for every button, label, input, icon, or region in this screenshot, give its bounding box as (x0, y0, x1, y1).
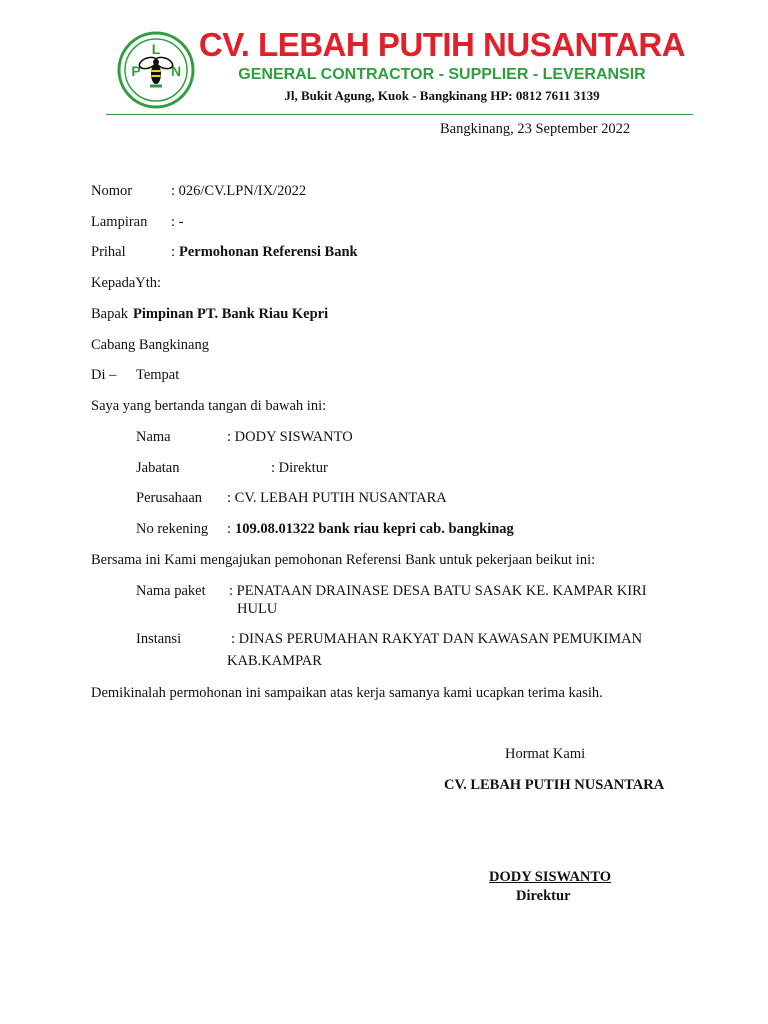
company-name: CV. LEBAH PUTIH NUSANTARA (198, 26, 686, 63)
svg-text:N: N (170, 63, 182, 79)
di-label: Di – (91, 367, 117, 383)
jabatan-label: Jabatan (136, 460, 180, 476)
request-line: Bersama ini Kami mengajukan pemohonan Referensi Bank untuk pekerjaan beikut ini: (91, 552, 596, 568)
instansi-value-line2: KAB.KAMPAR (227, 653, 322, 669)
bapak-prefix: Bapak (91, 306, 129, 322)
intro-line: Saya yang bertanda tangan di bawah ini: (91, 398, 327, 414)
perusahaan-value: : CV. LEBAH PUTIH NUSANTARA (227, 490, 447, 506)
prihal-label: Prihal (91, 244, 126, 260)
rekening-value: 109.08.01322 bank riau kepri cab. bangkinag (235, 521, 514, 537)
cabang-line: Cabang Bangkinang (91, 337, 209, 353)
nomor-value: : 026/CV.LPN/IX/2022 (171, 183, 307, 199)
rekening-colon: : (227, 521, 232, 537)
di-value: Tempat (136, 367, 180, 383)
kepada-line: KepadaYth: (91, 275, 162, 291)
nomor-label: Nomor (91, 183, 133, 199)
nama-label: Nama (136, 429, 171, 445)
recipient-name: Pimpinan PT. Bank Riau Kepri (133, 306, 329, 322)
paket-value-line1: : PENATAAN DRAINASE DESA BATU SASAK KE. KAMPAR KIRI (229, 583, 647, 599)
instansi-label: Instansi (136, 631, 182, 647)
paket-label: Nama paket (136, 583, 206, 599)
jabatan-value: : Direktur (271, 460, 328, 476)
svg-text:P: P (131, 63, 141, 79)
instansi-value-line1: : DINAS PERUMAHAN RAKYAT DAN KAWASAN PEMUKIMAN (231, 631, 643, 647)
lampiran-value: : - (171, 214, 184, 230)
signature-company: CV. LEBAH PUTIH NUSANTARA (444, 777, 665, 793)
prihal-colon: : (171, 244, 176, 260)
company-tagline: GENERAL CONTRACTOR - SUPPLIER - LEVERANSIR (238, 66, 646, 83)
company-address: Jl, Bukit Agung, Kuok - Bangkinang HP: 0812 7611 3139 (284, 88, 600, 103)
perusahaan-label: Perusahaan (136, 490, 203, 506)
prihal-value: Permohonan Referensi Bank (179, 244, 358, 260)
hormat-line: Hormat Kami (505, 746, 586, 762)
lampiran-label: Lampiran (91, 214, 148, 230)
nama-value: : DODY SISWANTO (227, 429, 353, 445)
svg-text:L: L (151, 41, 161, 57)
closing-line: Demikinalah permohonan ini sampaikan atas kerja samanya kami ucapkan terima kasih. (91, 685, 603, 701)
date-line: Bangkinang, 23 September 2022 (440, 121, 631, 137)
company-logo (116, 30, 196, 110)
paket-value-line2: HULU (237, 601, 278, 617)
signatory-name: DODY SISWANTO (489, 869, 612, 885)
header-divider (106, 114, 693, 115)
rekening-label: No rekening (136, 521, 209, 537)
signatory-title: Direktur (516, 888, 571, 904)
